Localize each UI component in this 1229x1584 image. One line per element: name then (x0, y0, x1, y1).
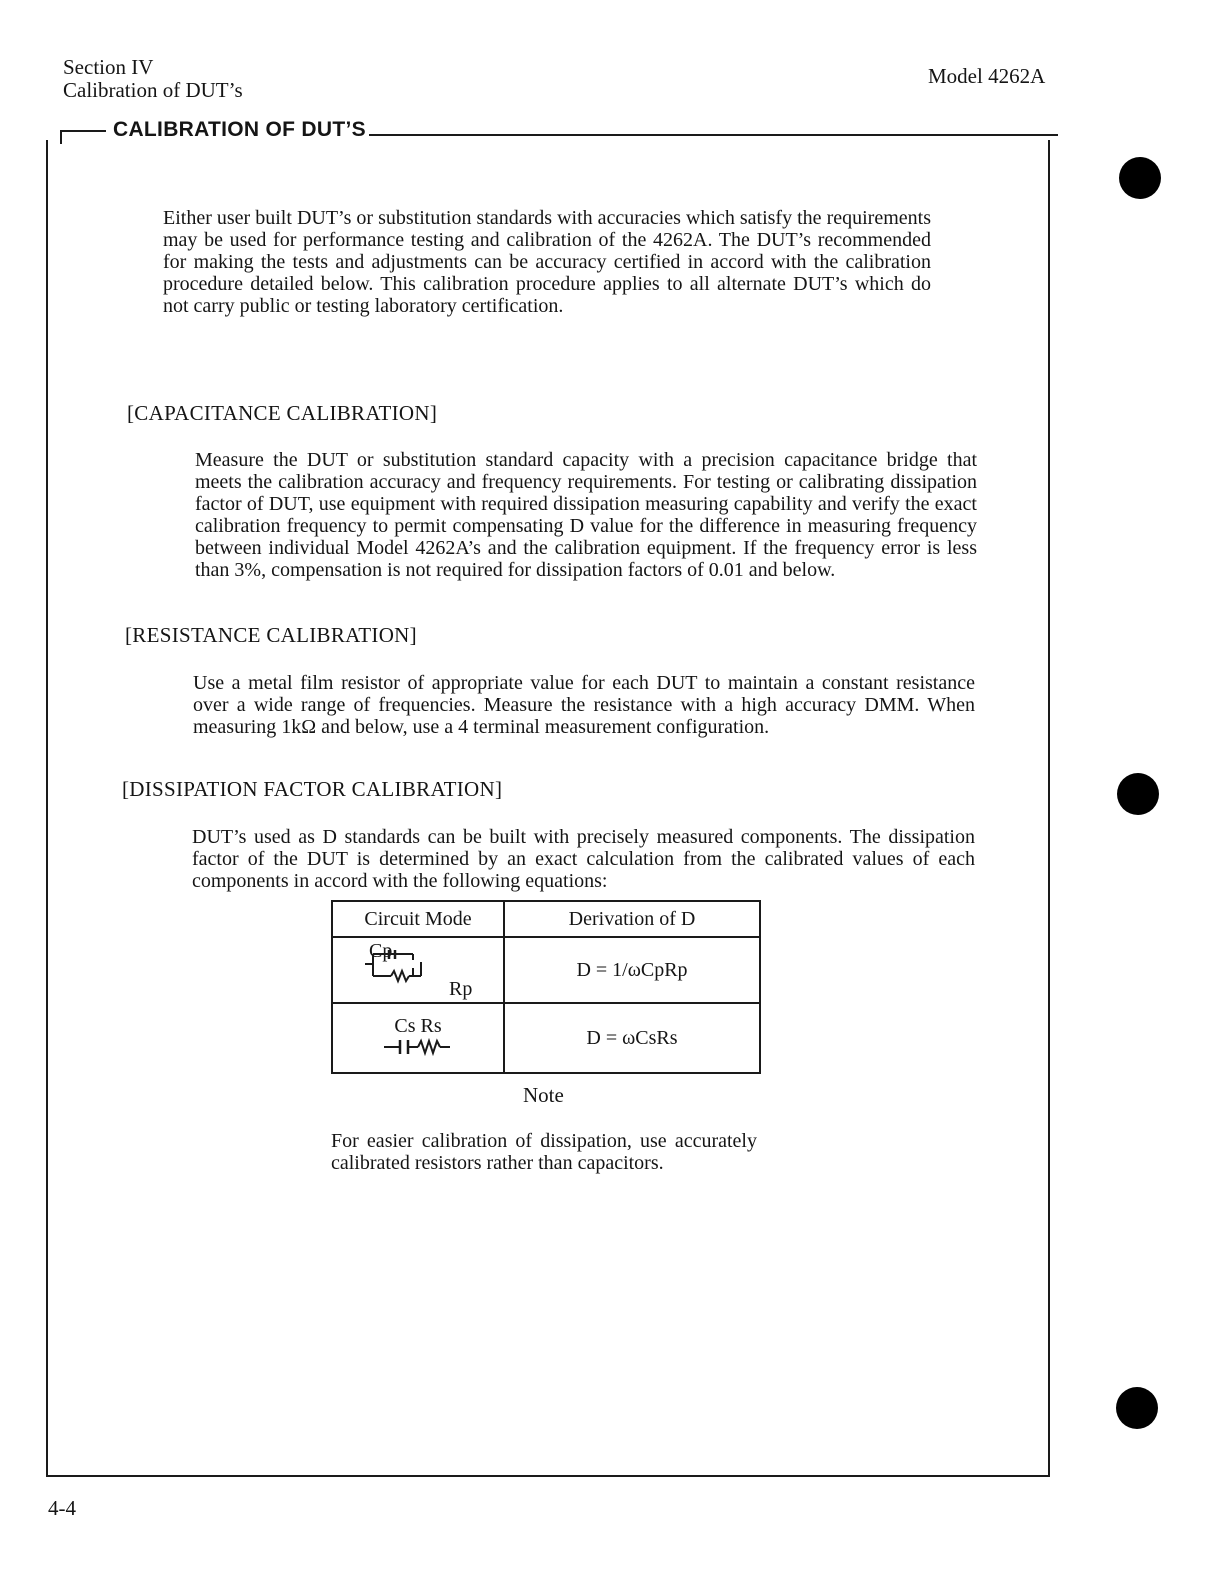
note-text: For easier calibration of dissipation, use accurately calibrated resistors rather than capacitors. (331, 1130, 757, 1174)
table-row (332, 1003, 760, 1073)
table-header-row (332, 901, 760, 937)
cs-rs-label: Cs Rs (394, 1014, 442, 1037)
dissipation-heading: [DISSIPATION FACTOR CALIBRATION] (122, 777, 503, 801)
note-label: Note (523, 1083, 564, 1107)
page-number: 4-4 (48, 1496, 76, 1520)
series-formula-cell: D = ωCsRs (504, 1003, 760, 1073)
cp-label: Cp (369, 940, 393, 962)
resistance-heading: [RESISTANCE CALIBRATION] (125, 623, 417, 647)
parallel-formula-cell: D = 1/ωCpRp (504, 937, 760, 1003)
frame-top-right (368, 134, 1058, 136)
content-frame (46, 140, 1050, 1477)
binder-hole (1117, 773, 1159, 815)
capacitance-paragraph: Measure the DUT or substitution standard capacity with a precision capacitance bridge that meets the calibration accuracy and frequency requirements. For testing or calibrating dissipation factor of DUT, use equipment with required dissipation measuring capability and verify the exact calibration frequency to permit compensating D value for the difference in measuring frequency between individual Model 4262A’s and the calibration equipment. If the frequency error is less than 3%, compensation is not required for dissipation factors of 0.01 and below. (195, 449, 977, 581)
binder-hole (1119, 157, 1161, 199)
table-header-derivation: Derivation of D (504, 901, 760, 937)
table-row (332, 937, 760, 1003)
series-rc-icon (378, 1038, 458, 1056)
model-label: Model 4262A (928, 64, 1046, 88)
capacitance-heading: [CAPACITANCE CALIBRATION] (127, 401, 438, 425)
section-label: Section IV (63, 55, 154, 79)
table-header-circuit-mode: Circuit Mode (332, 901, 504, 937)
resistance-paragraph: Use a metal film resistor of appropriate value for each DUT to maintain a constant resistance over a wide range of frequencies. Measure the resistance with a high accuracy DMM. When measuring 1kΩ and below, use a 4 terminal measurement configuration. (193, 672, 975, 738)
binder-hole (1116, 1387, 1158, 1429)
derivation-table (331, 900, 761, 1074)
frame-corner (60, 130, 62, 144)
subsection-label: Calibration of DUT’s (63, 78, 243, 102)
series-circuit-cell (332, 1003, 504, 1073)
parallel-circuit-cell (332, 937, 504, 1003)
frame-top-left (60, 130, 106, 132)
dissipation-paragraph: DUT’s used as D standards can be built with precisely measured components. The dissipation factor of the DUT is determined by an exact calculation from the calibrated values of each components in accord with the following equations: (192, 826, 975, 892)
box-title: CALIBRATION OF DUT’S (110, 118, 369, 142)
intro-paragraph: Either user built DUT’s or substitution standards with accuracies which satisfy the requirements may be used for performance testing and calibration of the 4262A. The DUT’s recommended for making the tests and adjustments can be accuracy certified in accord with the calibration procedure detailed below. This calibration procedure applies to all alternate DUT’s which do not carry public or testing laboratory certification. (163, 207, 931, 317)
rp-label: Rp (449, 978, 473, 1000)
parallel-rc-icon (363, 950, 463, 990)
